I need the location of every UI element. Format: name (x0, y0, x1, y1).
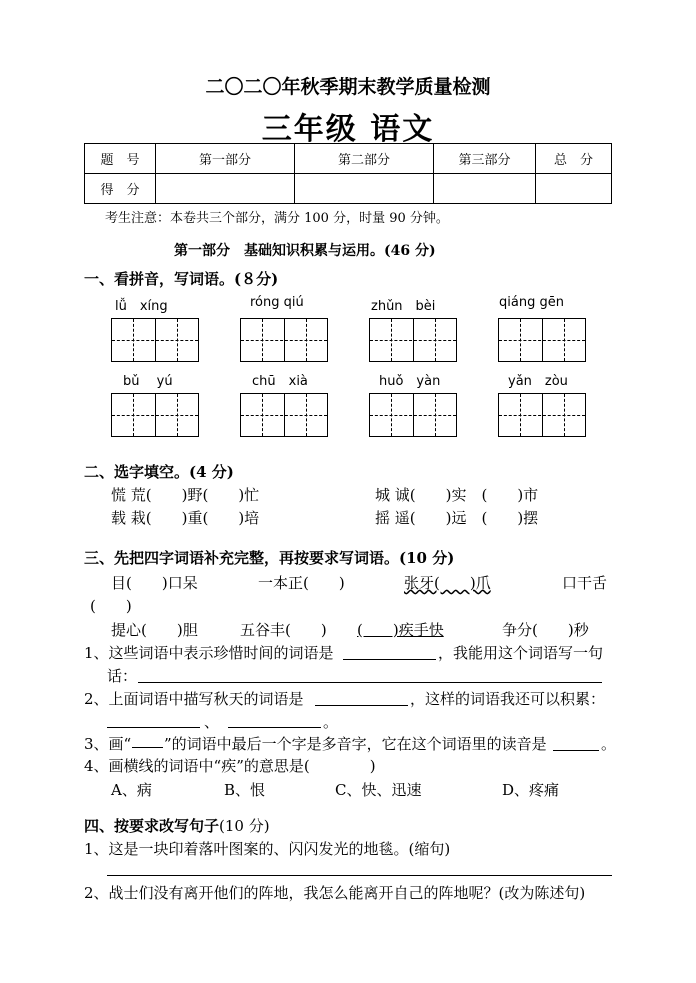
table-header-cell: 题 号 (85, 144, 156, 174)
score-table-score-row (85, 174, 612, 204)
q2-item: 城 诚( )实 ( )市 (375, 486, 539, 504)
q3-title: 三、先把四字词语补充完整，再按要求写词语。(10 分) (84, 549, 455, 567)
tianzige-answer-box[interactable] (369, 318, 457, 362)
option-b[interactable]: B、恨 (224, 781, 266, 799)
q4-title (84, 815, 270, 836)
table-header-cell: 第二部分 (295, 144, 434, 174)
table-header-cell: 第一部分 (156, 144, 295, 174)
q3-sub1-cont: 话： (107, 667, 138, 685)
q2-item: 慌 荒( )野( )忙 (111, 486, 260, 504)
answer-line[interactable] (553, 750, 599, 751)
q4-title-score: (10 分) (219, 817, 270, 835)
q4-sub1: 1、这是一块印着落叶图案的、闪闪发光的地毯。(缩句) (84, 840, 451, 858)
idiom-blank: 五谷丰( ) (240, 621, 327, 639)
q2-title: 二、选字填空。(4 分) (84, 463, 234, 481)
pinyin-label: bǔ yú (123, 374, 173, 389)
answer-line[interactable] (107, 875, 612, 876)
option-d[interactable]: D、疼痛 (502, 781, 560, 799)
q3-sub3: 3、画“ (84, 735, 132, 753)
answer-line[interactable] (107, 727, 200, 728)
idiom-blank: 提心( )胆 (111, 621, 198, 639)
q1-title: 一、看拼音，写词语。(８分) (84, 270, 279, 288)
score-cell[interactable] (156, 174, 295, 204)
idiom-blank: ( ) (90, 597, 132, 615)
q2-item: 摇 遥( )远 ( )摆 (375, 509, 539, 527)
q3-sub1: 1、这些词语中表示珍惜时间的词语是 (84, 644, 334, 662)
score-cell[interactable] (536, 174, 612, 204)
pinyin-label: yǎn zòu (508, 374, 568, 389)
pinyin-label: zhǔn bèi (371, 299, 436, 314)
pinyin-label: róng qiú (250, 295, 304, 310)
table-header-cell: 总 分 (536, 144, 612, 174)
exam-title: 二〇二〇年秋季期末教学质量检测 (205, 76, 491, 98)
q3-sub2: 2、上面词语中描写秋天的词语是 (84, 690, 304, 708)
q3-sub2-cont: ，这样的词语我还可以积累： (410, 690, 606, 708)
q3-sub2-end: 。 (323, 713, 339, 731)
answer-line[interactable] (315, 705, 408, 706)
answer-line[interactable] (343, 659, 436, 660)
idiom-blank: 目( )口呆 (111, 574, 198, 592)
table-row-label: 得 分 (85, 174, 156, 204)
pinyin-label: qiáng gēn (499, 295, 564, 310)
tianzige-answer-box[interactable] (111, 318, 199, 362)
answer-line[interactable] (228, 727, 321, 728)
idiom-blank: 一本正( ) (258, 574, 345, 592)
exam-notice: 考生注意：本卷共三个部分，满分 100 分，时量 90 分钟。 (105, 211, 449, 226)
q4-title-text: 四、按要求改写句子 (84, 817, 220, 835)
pinyin-label: chū xià (252, 374, 308, 389)
tianzige-answer-box[interactable] (240, 318, 328, 362)
pinyin-label: lǚ xíng (115, 299, 168, 314)
q3-sub2-sep: 、 (204, 713, 220, 731)
tianzige-answer-box[interactable] (111, 393, 199, 437)
q3-sub1-cont: ，我能用这个词语写一句 (438, 644, 604, 662)
answer-line[interactable] (138, 682, 602, 683)
q4-sub2: 2、战士们没有离开他们的阵地，我怎么能离开自己的阵地呢？(改为陈述句) (84, 884, 586, 902)
q3-sub4: 4、画横线的词语中“疾”的意思是( ) (84, 757, 376, 775)
part1-title: 第一部分 基础知识积累与运用。(46 分) (174, 243, 436, 259)
option-c[interactable]: C、快、迅速 (335, 781, 422, 799)
idiom-blank-underlined: ( )疾手快 (357, 621, 444, 639)
q2-item: 载 栽( )重( )培 (111, 509, 260, 527)
exam-subtitle: 三年级 语文 (261, 112, 435, 147)
tianzige-answer-box[interactable] (369, 393, 457, 437)
tianzige-answer-box[interactable] (498, 393, 586, 437)
idiom-blank: 口干舌 (562, 574, 608, 592)
idiom-blank-wavy: 张牙( )爪 (404, 574, 491, 592)
idiom-blank: 争分( )秒 (502, 621, 589, 639)
underline-sample (132, 747, 163, 748)
score-cell[interactable] (295, 174, 434, 204)
tianzige-answer-box[interactable] (498, 318, 586, 362)
score-table (84, 143, 612, 204)
tianzige-answer-box[interactable] (240, 393, 328, 437)
score-cell[interactable] (434, 174, 536, 204)
q3-sub3-cont: ”的词语中最后一个字是多音字，它在这个词语里的读音是 (164, 735, 547, 753)
score-table-header-row (85, 144, 612, 174)
q3-sub3-end: 。 (601, 735, 617, 753)
table-header-cell: 第三部分 (434, 144, 536, 174)
option-a[interactable]: A、病 (111, 781, 152, 799)
pinyin-label: huǒ yàn (379, 374, 441, 389)
